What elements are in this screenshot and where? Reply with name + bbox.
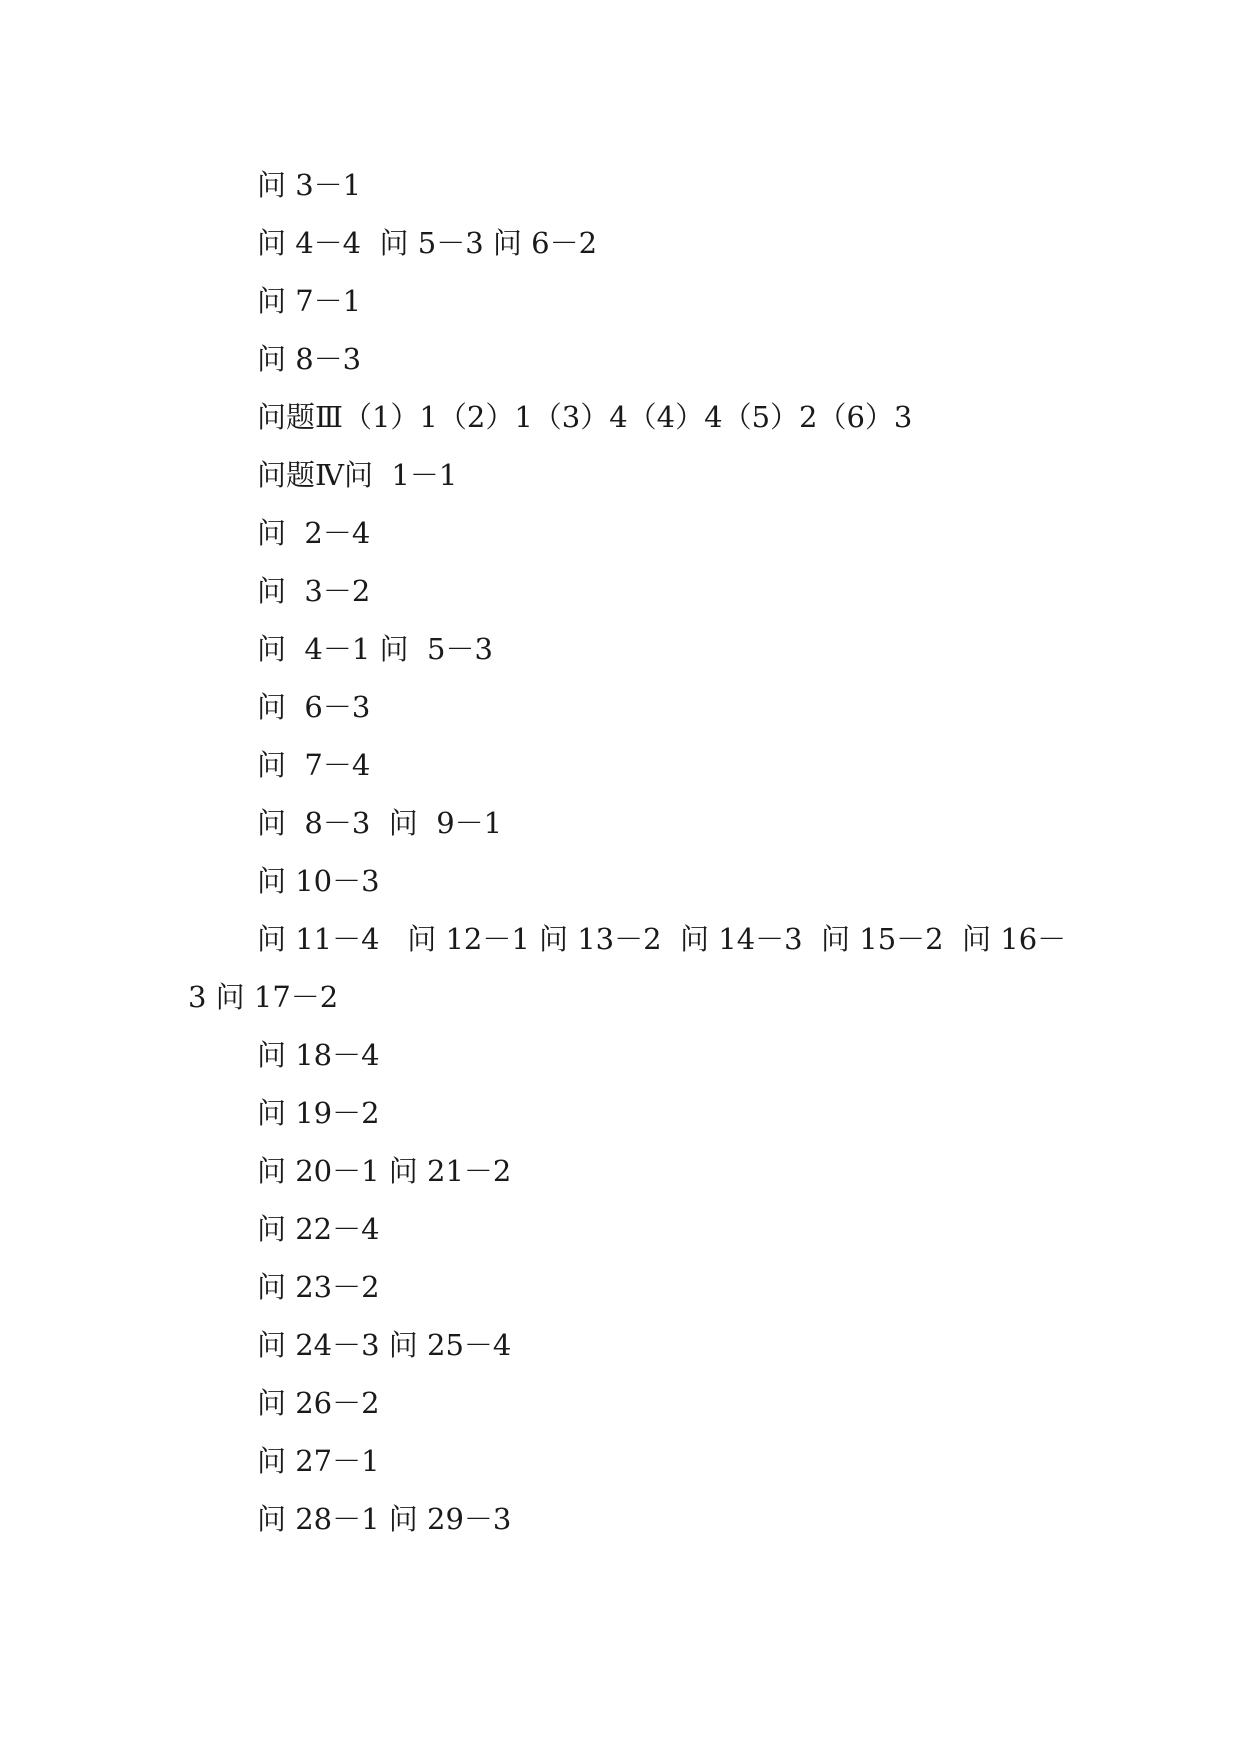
text-line: 问题Ⅳ问 1－1 [257,458,458,492]
text-line: 问 4－4 问 5－3 问 6－2 [257,226,598,260]
text-line: 问 19－2 [257,1096,380,1130]
text-line: 问 6－3 [257,690,371,724]
text-line: 问 4－1 问 5－3 [257,632,493,666]
text-line: 问 20－1 问 21－2 [257,1154,512,1188]
text-line: 问 28－1 问 29－3 [257,1502,512,1536]
text-line: 问 8－3 问 9－1 [257,806,503,840]
text-line: 问 23－2 [257,1270,380,1304]
text-line: 问 18－4 [257,1038,380,1072]
text-line: 问 11－4 问 12－1 问 13－2 问 14－3 问 15－2 问 16－ [257,922,1067,956]
text-line: 问 7－4 [257,748,371,782]
text-line: 问 22－4 [257,1212,380,1246]
text-line: 问题Ⅲ（1）1（2）1（3）4（4）4（5）2（6）3 [257,400,913,434]
text-line: 问 27－1 [257,1444,380,1478]
text-line: 问 26－2 [257,1386,380,1420]
text-line: 问 7－1 [257,284,362,318]
text-line: 3 问 17－2 [188,980,339,1014]
text-line: 问 10－3 [257,864,380,898]
text-line: 问 8－3 [257,342,362,376]
text-line: 问 3－2 [257,574,371,608]
text-line: 问 2－4 [257,516,371,550]
text-line: 问 3－1 [257,168,362,202]
text-line: 问 24－3 问 25－4 [257,1328,512,1362]
